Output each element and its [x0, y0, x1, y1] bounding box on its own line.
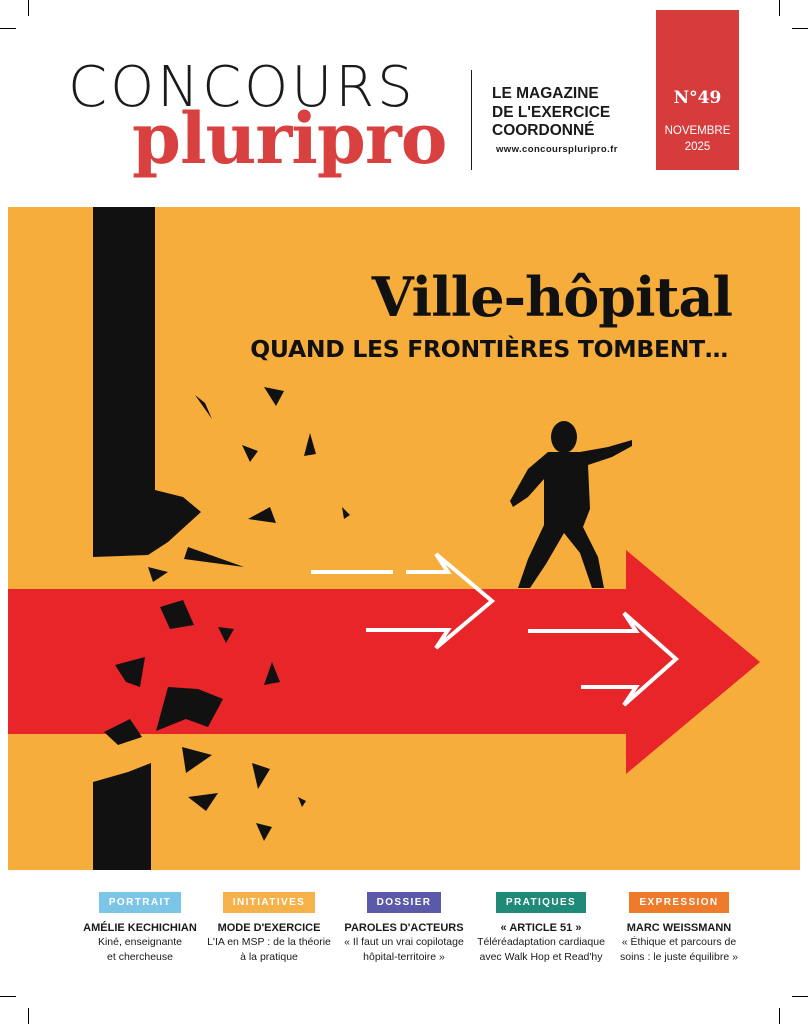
tagline-line-3: COORDONNÉ	[492, 122, 595, 139]
section-desc-line: « Éthique et parcours de	[621, 936, 737, 948]
issue-box	[656, 10, 739, 170]
wall-bottom	[93, 763, 151, 870]
section-initiatives[interactable]	[194, 892, 344, 965]
masthead-divider	[471, 70, 472, 170]
crop-mark-tl-v	[28, 0, 29, 16]
issue-month: NOVEMBRE	[664, 125, 731, 137]
section-desc-line: hôpital-territoire »	[363, 951, 445, 963]
section-desc-line: à la pratique	[240, 951, 298, 963]
section-title: MODE D'EXERCICE	[217, 922, 321, 934]
section-badge: PORTRAIT	[99, 892, 181, 913]
section-portrait[interactable]	[65, 892, 215, 965]
section-description	[329, 935, 479, 965]
issue-number: N°49	[673, 88, 722, 108]
section-desc-line: Kiné, enseignante	[97, 936, 183, 948]
section-teasers	[0, 892, 808, 1002]
section-dossier[interactable]	[329, 892, 479, 965]
section-title: AMÉLIE KECHICHIAN	[83, 922, 197, 934]
crop-mark-bl-v	[28, 1008, 29, 1024]
issue-date	[656, 123, 739, 155]
section-description	[604, 935, 754, 965]
section-desc-line: avec Walk Hop et Read'hy	[479, 951, 603, 963]
pointing-man-silhouette	[510, 421, 632, 588]
wall-top	[93, 207, 201, 557]
section-description	[65, 935, 215, 965]
section-description	[194, 935, 344, 965]
crop-mark-tr-h	[792, 28, 808, 29]
website-link[interactable]: www.concourspluripro.fr	[496, 144, 618, 155]
section-desc-line: « Il faut un vrai copilotage	[344, 936, 464, 948]
section-title: MARC WEISSMANN	[626, 922, 732, 934]
section-desc-line: Téléréadaptation cardiaque	[477, 936, 605, 948]
section-desc-line: soins : le juste équilibre »	[620, 951, 738, 963]
section-badge: DOSSIER	[367, 892, 442, 913]
tagline-line-1: LE MAGAZINE	[492, 85, 599, 102]
issue-year: 2025	[684, 141, 711, 153]
section-badge: EXPRESSION	[629, 892, 728, 913]
section-expression[interactable]	[604, 892, 754, 965]
logo-pluripro: pluripro	[132, 97, 447, 180]
tagline-line-2: DE L'EXERCICE	[492, 103, 611, 121]
cover-subheadline: QUAND LES FRONTIÈRES TOMBENT…	[250, 335, 728, 363]
cover-headline: Ville-hôpital	[371, 265, 732, 329]
section-badge: INITIATIVES	[223, 892, 315, 913]
section-desc-line: L'IA en MSP : de la théorie	[207, 936, 331, 948]
section-title: PAROLES D'ACTEURS	[344, 922, 464, 934]
cover-illustration	[8, 207, 800, 870]
logo-concours: CONCOURS	[68, 55, 416, 120]
crop-mark-tr-v	[779, 0, 780, 16]
crop-mark-br-v	[779, 1008, 780, 1024]
section-badge: PRATIQUES	[496, 892, 586, 913]
crop-mark-tl-h	[0, 28, 16, 29]
section-pratiques[interactable]	[466, 892, 616, 965]
section-description	[466, 935, 616, 965]
section-desc-line: et chercheuse	[107, 951, 173, 963]
magazine-tagline	[492, 85, 610, 141]
section-title: « ARTICLE 51 »	[500, 922, 582, 934]
